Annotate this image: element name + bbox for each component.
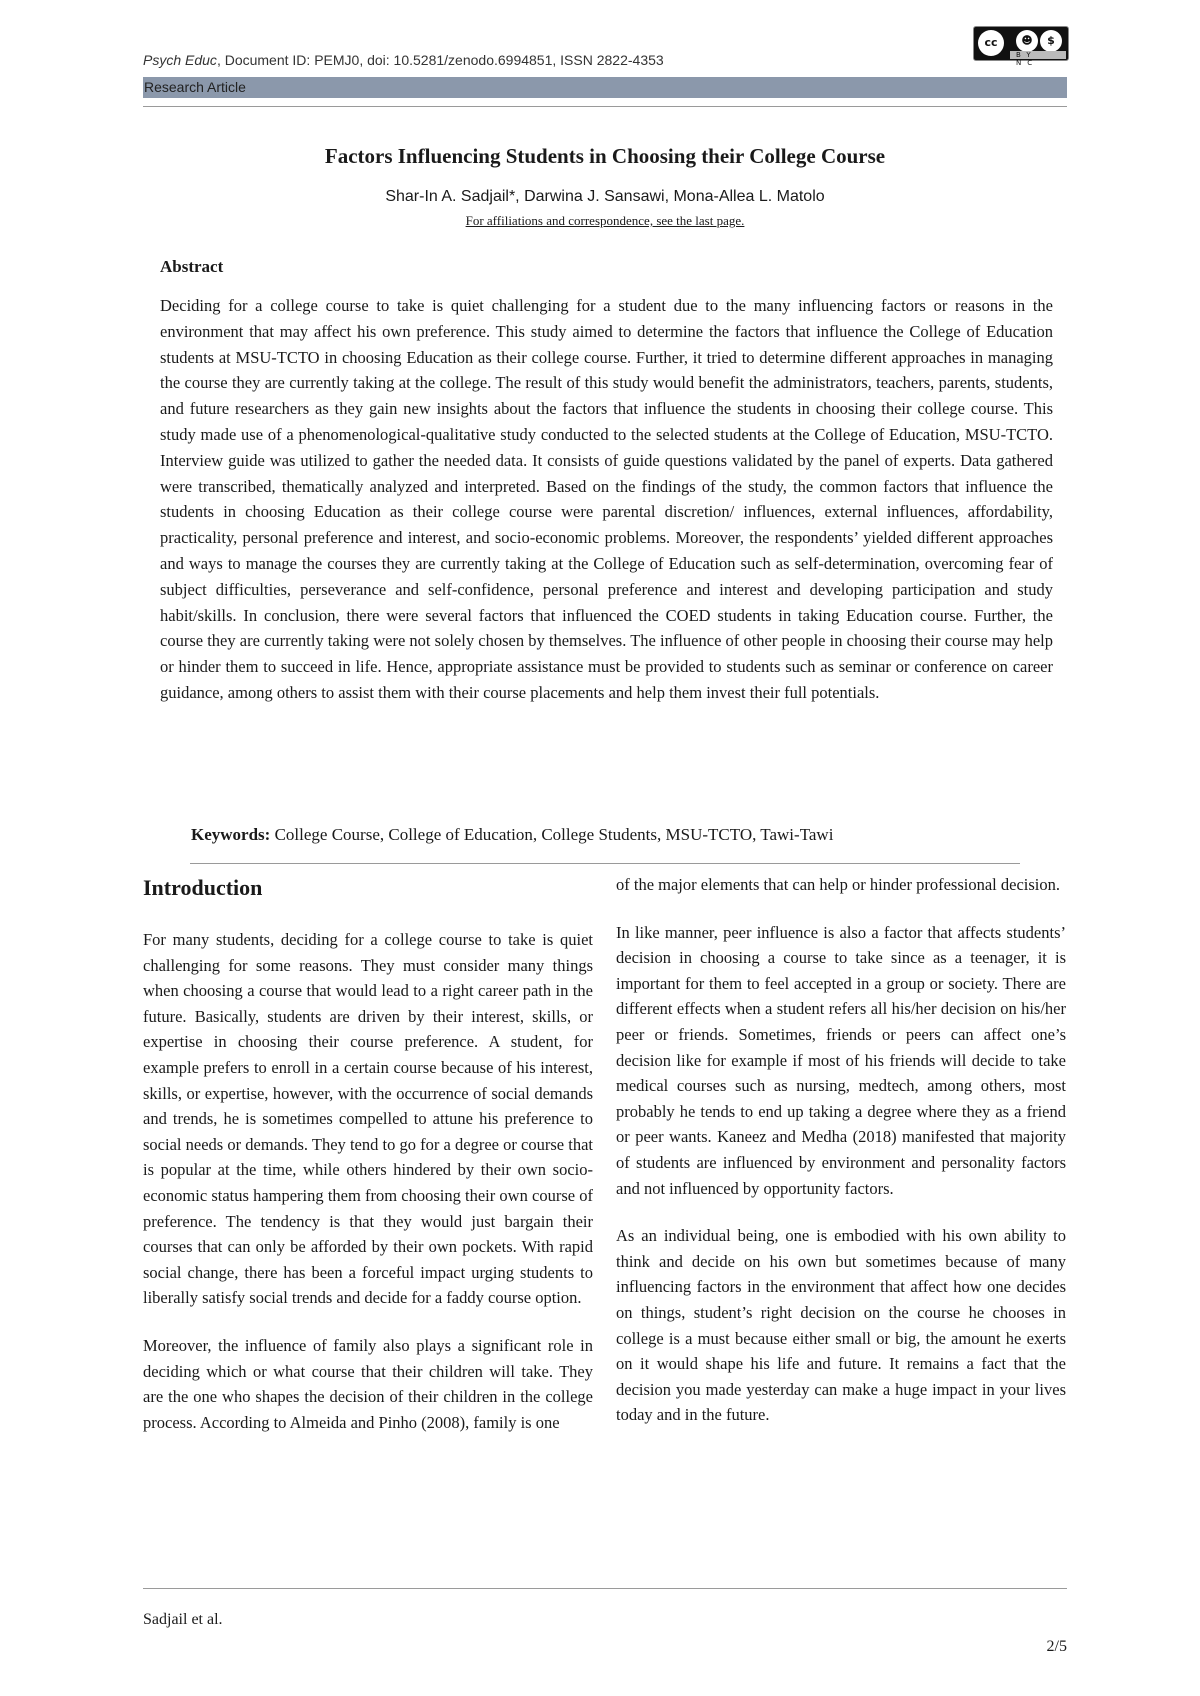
left-column — [143, 927, 593, 1457]
author-list: Shar-In A. Sadjail*, Darwina J. Sansawi, Mona-Allea L. Matolo — [385, 188, 825, 205]
journal-name: Psych Educ — [143, 52, 217, 68]
attribution-person-icon: ☻ — [1016, 30, 1038, 52]
header-divider — [143, 106, 1067, 107]
keywords-label: Keywords: — [191, 825, 271, 844]
journal-doi-issn: , Document ID: PEMJ0, doi: 10.5281/zenodo.6994851, ISSN 2822-4353 — [216, 52, 664, 68]
abstract-heading: Abstract — [160, 257, 224, 276]
right-column — [616, 872, 1066, 1450]
page-number: 2/5 — [1046, 1638, 1067, 1655]
body-paragraph: of the major elements that can help or hinder professional decision. — [616, 875, 1060, 894]
affiliation-note-link[interactable]: For affiliations and correspondence, see the last page. — [465, 213, 745, 228]
keywords-line — [191, 825, 833, 845]
body-paragraph: As an individual being, one is embodied with his own ability to think and decide on his own but sometimes because of many influencing factors in the environment that affect how one decides on things, student’s right decision on the course he chooses in college is a must because either small or big, the amount he exerts on it would shape his life and future. It remains a fact that the decision you made yesterday can make a huge impact in your lives today and in the future. — [616, 1226, 1066, 1425]
body-paragraph: For many students, deciding for a college course to take is quiet challenging for some reasons. They must consider many things when choosing a course that would lead to a right career path in the future. Basically, students are driven by their interest, skills, or expertise in choosing their course preference. A student, for example prefers to enroll in a certain course because of his interest, skills, or expertise, however, with the occurrence of social demands and trends, he is sometimes compelled to attune his preference to social needs or demands. They tend to go for a degree or course that is popular at the time, while others hindered by their own socio-economic status hampering them from choosing their own course of preference. The tendency is that they would just bargain their courses that can only be afforded by their own pockets. With rapid social change, there has been a forceful impact urging students to liberally satisfy social trends and decide for a faddy course option. — [143, 930, 593, 1308]
footer-divider — [143, 1588, 1067, 1589]
keywords-list: College Course, College of Education, College Students, MSU-TCTO, Tawi-Tawi — [270, 825, 834, 844]
body-paragraph: Moreover, the influence of family also plays a significant role in deciding which or what course that their children will take. They are the one who shapes the decision of their children in the college process. According to Almeida and Pinho (2008), family is one — [143, 1335, 593, 1432]
introduction-heading: Introduction — [143, 875, 263, 900]
cc-icon: cc — [978, 30, 1004, 56]
abstract-text: Deciding for a college course to take is quiet challenging for a student due to the many influencing factors or reasons in the environment that may affect his own preference. This study aimed to determine the factors that influence the College of Education students at MSU-TCTO in choosing Education as their college course. Further, it tried to determine different approaches in managing the course they are currently taking at the college. The result of this study would benefit the administrators, teachers, parents, students, and future researchers as they gain new insights about the factors that influence the students in choosing their college course. This study made use of a phenomenological-qualitative study conducted to the selected students at the College of Education, MSU-TCTO. Interview guide was utilized to gather the needed data. It consists of guide questions validated by the panel of experts. Data gathered were transcribed, thematically analyzed and interpreted. Based on the findings of the study, the common factors that influence the students in choosing Education as their college course were parental discretion/ influences, external influences, affordability, practicality, personal preference and interest, and socio-economic problems. Moreover, the respondents’ yielded different approaches and ways to manage the courses they are currently taking at the College of Education such as self-determination, overcoming fear of subject difficulties, perseverance and self-confidence, personal preference and interest and developing participation and study habit/skills. In conclusion, there were several factors that influenced the COED students in taking Education course. Further, the course they are currently taking were not solely chosen by themselves. The influence of other people in choosing their course may help or hinder them to succeed in life. Hence, appropriate assistance must be provided to students such as seminar or conference on career guidance, among others to assist them with their course placements and help them invest their full potentials. — [160, 296, 1053, 702]
non-commercial-icon: $ — [1040, 30, 1062, 52]
journal-citation-line — [143, 52, 664, 68]
paper-title: Factors Influencing Students in Choosing their College Course — [324, 144, 886, 168]
body-paragraph: In like manner, peer influence is also a factor that affects students’ decision in choosing a course to take since as a teenager, it is important for them to feel accepted in a group or society. There are different effects when a student refers all his/her decision on his/her peer or friends. Sometimes, friends or peers can affect one’s decision like for example if most of his friends will decide to take medical courses such as nursing, medtech, among others, most probably he tends to end up taking a degree where they as a friend or peer wants. Kaneez and Medha (2018) manifested that majority of students are influenced by environment and personality factors and not influenced by opportunity factors. — [616, 922, 1066, 1198]
license-label: BY NC — [1010, 51, 1066, 59]
abstract-divider — [190, 863, 1020, 864]
creative-commons-license-badge — [973, 26, 1069, 67]
article-type-bar: Research Article — [143, 77, 1067, 98]
footer-authors: Sadjail et al. — [143, 1611, 223, 1628]
